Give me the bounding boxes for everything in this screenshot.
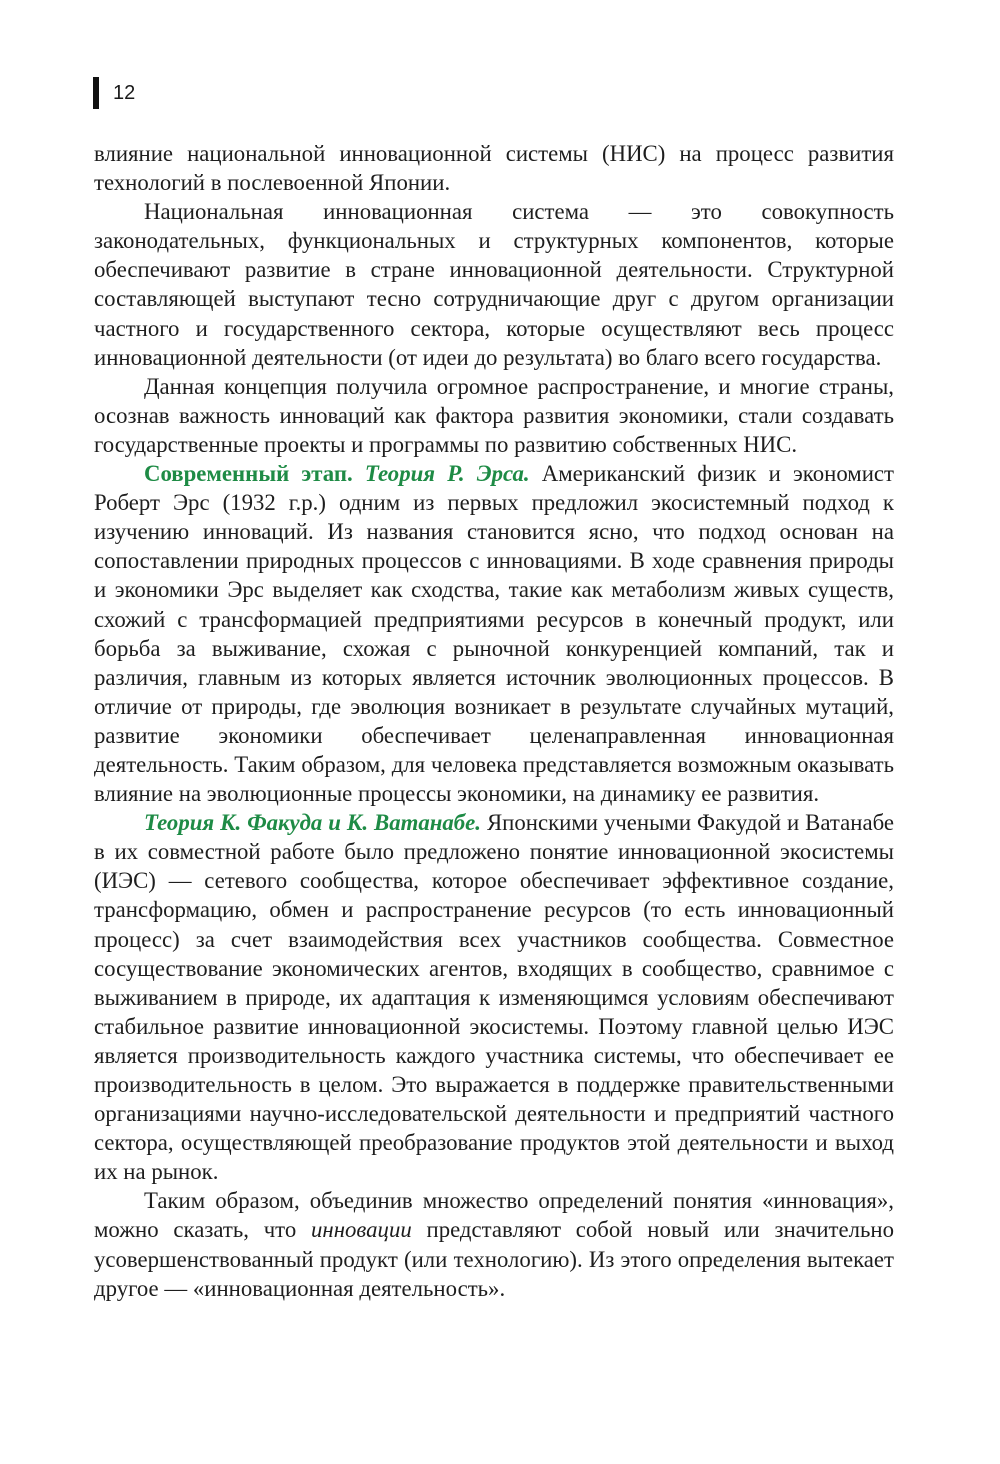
page-body [94, 139, 894, 1303]
paragraph-text: Национальная инновационная система — это совокупность законодательных, функциональных и структурных компонентов, которые обеспечивают развитие в стране инновационной деятельности. Структурной составляющей выступают тесно сотрудничающие друг с другом организации частного и государственного сектора, которые осуществляют весь процесс инновационной деятельности (от идеи до результата) во благо всего государства. [94, 199, 894, 370]
paragraph [94, 197, 894, 372]
paragraph-text: Данная концепция получила огромное распространение, и многие страны, осознав важность инноваций как фактора развития экономики, стали создавать государственные проекты и программы по развитию собственных НИС. [94, 373, 894, 457]
paragraph-text: Американский физик и экономист Роберт Эрс (1932 г.р.) одним из первых предложил экосистемный подход к изучению инноваций. Из названия становится ясно, что подход основан на сопоставлении природных процессов с инновациями. В ходе сравнения природы и экономики Эрс выделяет как сходства, такие как метаболизм живых существ, схожий с трансформацией предприятиями ресурсов в конечный продукт, или борьба за выживание, схожая с рыночной конкуренцией компаний, так и различия, главным из которых является источник эволюционных процессов. В отличие от природы, где эволюция возникает в результате случайных мутаций, развитие экономики обеспечивает целенаправленная инновационная деятельность. Таким образом, для человека представляется возможным оказывать влияние на эволюционные процессы экономики, на динамику ее развития. [94, 461, 894, 807]
section-heading: Современный этап. [144, 461, 353, 487]
paragraph-fukuda-watanabe-theory [94, 808, 894, 1186]
paragraph-text: влияние национальной инновационной системы (НИС) на процесс развития технологий в послевоенной Японии. [94, 141, 894, 196]
paragraph-text: Японскими учеными Факудой и Ватанабе в их совместной работе было предложено понятие инновационной экосистемы (ИЭС) — сетевого сообщества, которое обеспечивает эффективное создание, трансформацию, обмен и распространение ресурсов (то есть инновационный процесс) за счет взаимодействия всех участников сообщества. Совместное сосуществование экономических агентов, входящих в сообщество, сравнимое с выживанием в природе, их адаптация к изменяющимся условиям обеспечивают стабильное развитие инновационной экосистемы. Поэтому главной целью ИЭС является производительность каждого участника системы, что обеспечивает ее производительность в целом. Это выражается в поддержке правительственными организациями научно-исследовательской деятельности и предприятий частного сектора, осуществляющей преобразование продуктов этой деятельности и выход их на рынок. [94, 810, 895, 1185]
emphasized-term: инновации [311, 1217, 412, 1243]
paragraph-text: представляют собой новый или значительно усовершенствованный продукт (или технологию). Из этого определения вытекает другое — «инновационная деятельность». [94, 1217, 894, 1301]
page-number-marker [93, 77, 99, 109]
paragraph-text: Таким образом, объединив множество определений понятия «инновация», можно сказать, что [94, 1188, 894, 1243]
paragraph [94, 372, 894, 459]
theory-heading: Теория К. Факуда и К. Ватанабе. [144, 810, 481, 836]
paragraph-conclusion [94, 1186, 894, 1302]
page-header [93, 76, 135, 110]
paragraph [94, 139, 894, 197]
page-number: 12 [113, 81, 136, 104]
theory-heading: Теория Р. Эрса. [364, 461, 530, 487]
paragraph-ayres-theory [94, 459, 894, 808]
